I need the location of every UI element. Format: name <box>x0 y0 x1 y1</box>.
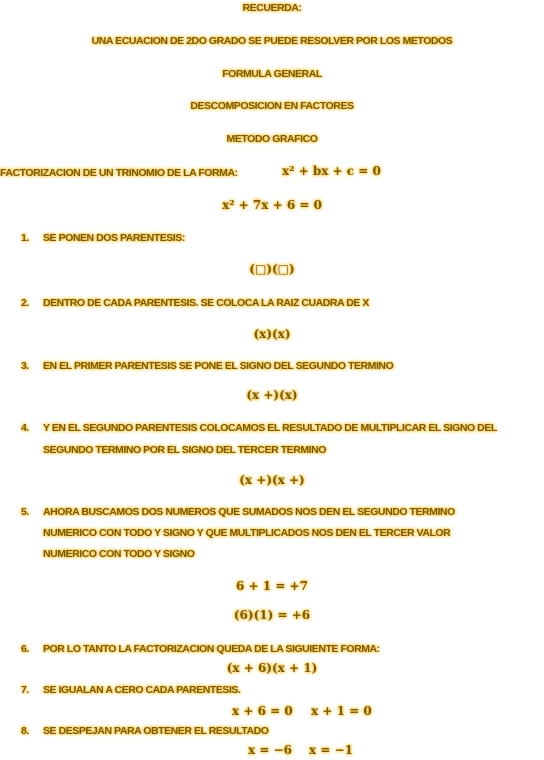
step-8-text: SE DESPEJAN PARA OBTENER EL RESULTADO <box>43 725 269 737</box>
step-1-number: 1. <box>21 232 29 244</box>
formula-x-parens: (x)(x) <box>253 327 291 341</box>
equation-2: x + 1 = 0 <box>311 704 372 718</box>
formula-empty-parens: (□)(□) <box>249 262 295 276</box>
intro-line: UNA ECUACION DE 2DO GRADO SE PUEDE RESOLVER POR LOS METODOS <box>91 35 453 47</box>
solution-1: x = −6 <box>248 743 292 757</box>
step-6-number: 6. <box>21 643 29 655</box>
step-5-line-3: NUMERICO CON TODO Y SIGNO <box>43 548 195 560</box>
method-grafico: METODO GRAFICO <box>226 133 318 145</box>
step-7-number: 7. <box>21 684 29 696</box>
formula-sign-first: (x +)(x) <box>246 388 298 402</box>
step-5-number: 5. <box>21 506 29 518</box>
step-5-line-2: NUMERICO CON TODO Y SIGNO Y QUE MULTIPLICADOS NOS DEN EL TERCER VALOR <box>43 527 451 539</box>
recuerda-heading: RECUERDA: <box>242 2 302 14</box>
equation-1: x + 6 = 0 <box>232 704 293 718</box>
step-2-number: 2. <box>21 297 29 309</box>
factorization-title: FACTORIZACION DE UN TRINOMIO DE LA FORMA: <box>0 167 238 179</box>
solution-2: x = −1 <box>309 743 353 757</box>
step-4-line-2: SEGUNDO TERMINO POR EL SIGNO DEL TERCER TERMINO <box>43 444 326 456</box>
step-5-line-1: AHORA BUSCAMOS DOS NUMEROS QUE SUMADOS NOS DEN EL SEGUNDO TERMINO <box>43 506 455 518</box>
step-3-number: 3. <box>21 360 29 372</box>
step-1-text: SE PONEN DOS PARENTESIS: <box>43 232 185 244</box>
step-3-text: EN EL PRIMER PARENTESIS SE PONE EL SIGNO DEL SEGUNDO TERMINO <box>43 360 394 372</box>
method-descomposicion: DESCOMPOSICION EN FACTORES <box>190 100 354 112</box>
step-7-text: SE IGUALAN A CERO CADA PARENTESIS. <box>43 684 241 696</box>
formula-product: (6)(1) = +6 <box>233 608 311 622</box>
example-equation: x² + 7x + 6 = 0 <box>222 198 322 212</box>
step-4-line-1: Y EN EL SEGUNDO PARENTESIS COLOCAMOS EL RESULTADO DE MULTIPLICAR EL SIGNO DEL <box>43 422 497 434</box>
formula-factored: (x + 6)(x + 1) <box>226 661 318 675</box>
step-8-number: 8. <box>21 725 29 737</box>
method-formula-general: FORMULA GENERAL <box>222 68 322 80</box>
formula-sign-both: (x +)(x +) <box>239 473 305 487</box>
step-6-text: POR LO TANTO LA FACTORIZACION QUEDA DE LA SIGUIENTE FORMA: <box>43 643 380 655</box>
step-2-text: DENTRO DE CADA PARENTESIS. SE COLOCA LA RAIZ CUADRA DE X <box>43 297 369 309</box>
step-4-number: 4. <box>21 422 29 434</box>
formula-sum: 6 + 1 = +7 <box>236 579 308 593</box>
general-form-formula: x² + bx + c = 0 <box>282 164 381 178</box>
